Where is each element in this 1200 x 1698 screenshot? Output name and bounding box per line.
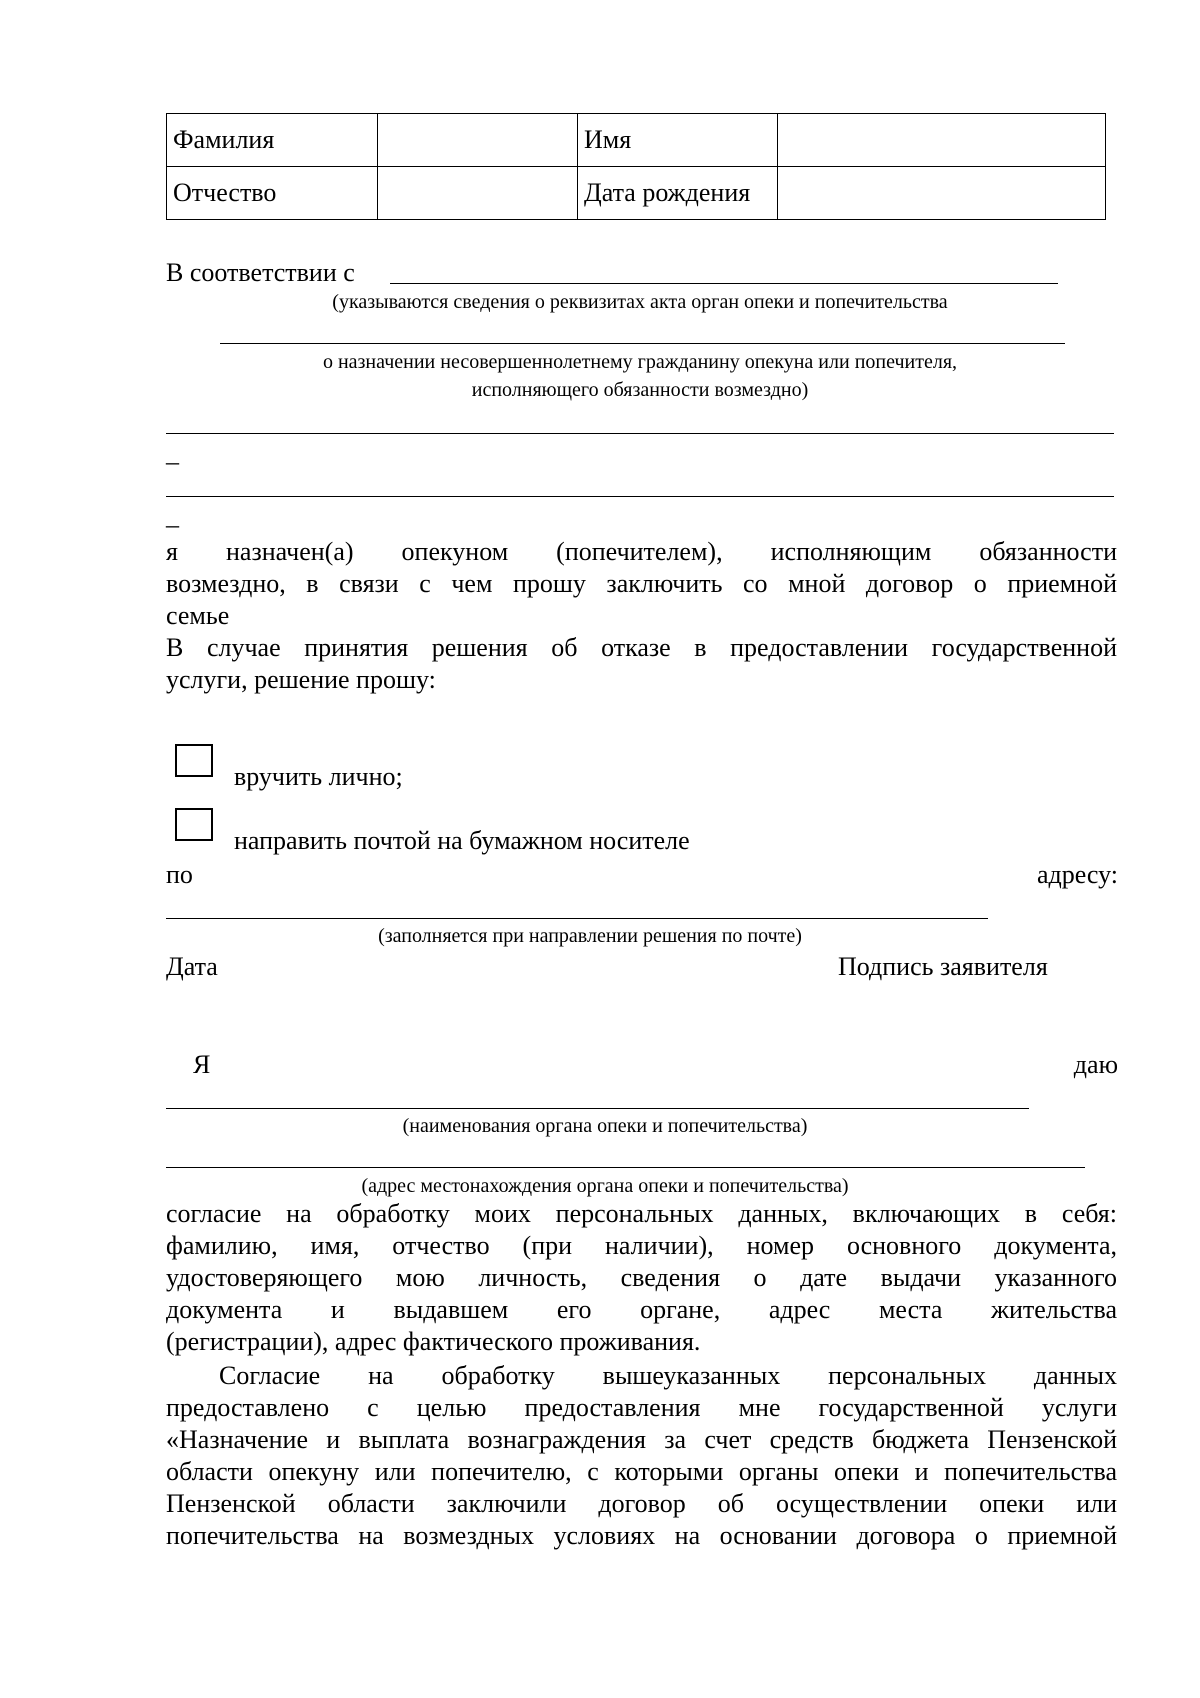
- first-name-field[interactable]: [778, 114, 1106, 167]
- patronymic-label: Отчество: [167, 167, 378, 220]
- in-person-label: вручить лично;: [234, 762, 403, 791]
- blank-line-dash-2: _: [166, 501, 179, 530]
- personal-data-table: [166, 113, 1106, 220]
- address-adresu-label: адресу:: [1036, 860, 1118, 889]
- appointment-line-1: я назначен(а) опекуном (попечителем), исполняющим обязанности: [166, 537, 1117, 566]
- guardianship-org-address-line[interactable]: [166, 1167, 1085, 1168]
- consent-p2-line-2: предоставлено с целью предоставления мне государственной услуги: [166, 1393, 1117, 1422]
- consent-p1-line-2: фамилию, имя, отчество (при наличии), номер основного документа,: [166, 1231, 1117, 1260]
- consent-p2-line-4: области опекуну или попечителю, с которыми органы опеки и попечительства: [166, 1457, 1117, 1486]
- in-person-checkbox[interactable]: [175, 744, 213, 777]
- consent-p1-line-4: документа и выдавшем его органе, адрес места жительства: [166, 1295, 1117, 1324]
- mail-address-hint: (заполняется при направлении решения по почте): [378, 925, 802, 947]
- consent-p1-line-3: удостоверяющего мою личность, сведения о дате выдачи указанного: [166, 1263, 1117, 1292]
- blank-line-2[interactable]: [166, 496, 1114, 497]
- consent-p1-line-5: (регистрации), адрес фактического проживания.: [166, 1327, 701, 1356]
- guardianship-org-address-hint: (адрес местонахождения органа опеки и попечительства): [361, 1175, 849, 1197]
- signature-label: Подпись заявителя: [838, 952, 1048, 981]
- surname-label: Фамилия: [167, 114, 378, 167]
- accordance-lead: В соответствии с: [166, 258, 355, 287]
- patronymic-field[interactable]: [378, 167, 578, 220]
- guardianship-org-name-hint: (наименования органа опеки и попечительства): [402, 1115, 808, 1137]
- accordance-hint-2: о назначении несовершеннолетнему гражданину опекуна или попечителя,: [322, 351, 958, 373]
- guardianship-org-name-line[interactable]: [166, 1108, 1029, 1109]
- appointment-line-3: семье: [166, 601, 230, 630]
- blank-line-dash-1: _: [166, 438, 179, 467]
- address-po-label: по: [166, 860, 193, 889]
- accordance-hint-3: исполняющего обязанности возмездно): [471, 379, 809, 401]
- consent-p2-line-5: Пензенской области заключили договор об осуществлении опеки или: [166, 1489, 1117, 1518]
- consent-dayu: даю: [1073, 1050, 1118, 1079]
- consent-p2-line-3: «Назначение и выплата вознаграждения за счет средств бюджета Пензенской: [166, 1425, 1117, 1454]
- blank-line-1[interactable]: [166, 433, 1114, 434]
- table-row: [167, 167, 1106, 220]
- refusal-line-1: В случае принятия решения об отказе в предоставлении государственной: [166, 633, 1117, 662]
- consent-ya: Я: [193, 1050, 211, 1079]
- first-name-label: Имя: [578, 114, 778, 167]
- accordance-act-line-2[interactable]: [220, 343, 1065, 344]
- consent-p2-line-1: Согласие на обработку вышеуказанных персональных данных: [219, 1361, 1117, 1390]
- surname-field[interactable]: [378, 114, 578, 167]
- mail-address-line[interactable]: [166, 918, 988, 919]
- birth-date-field[interactable]: [778, 167, 1106, 220]
- appointment-line-2: возмездно, в связи с чем прошу заключить со мной договор о приемной: [166, 569, 1117, 598]
- refusal-line-2: услуги, решение прошу:: [166, 665, 436, 694]
- accordance-act-line[interactable]: [390, 283, 1058, 284]
- birth-date-label: Дата рождения: [578, 167, 778, 220]
- consent-p1-line-1: согласие на обработку моих персональных данных, включающих в себя:: [166, 1199, 1117, 1228]
- accordance-hint-1: (указываются сведения о реквизитах акта орган опеки и попечительства: [332, 291, 948, 313]
- consent-p2-line-6: попечительства на возмездных условиях на основании договора о приемной: [166, 1521, 1117, 1550]
- date-label: Дата: [166, 952, 218, 981]
- table-row: [167, 114, 1106, 167]
- by-mail-checkbox[interactable]: [175, 808, 213, 841]
- by-mail-label: направить почтой на бумажном носителе: [234, 826, 690, 855]
